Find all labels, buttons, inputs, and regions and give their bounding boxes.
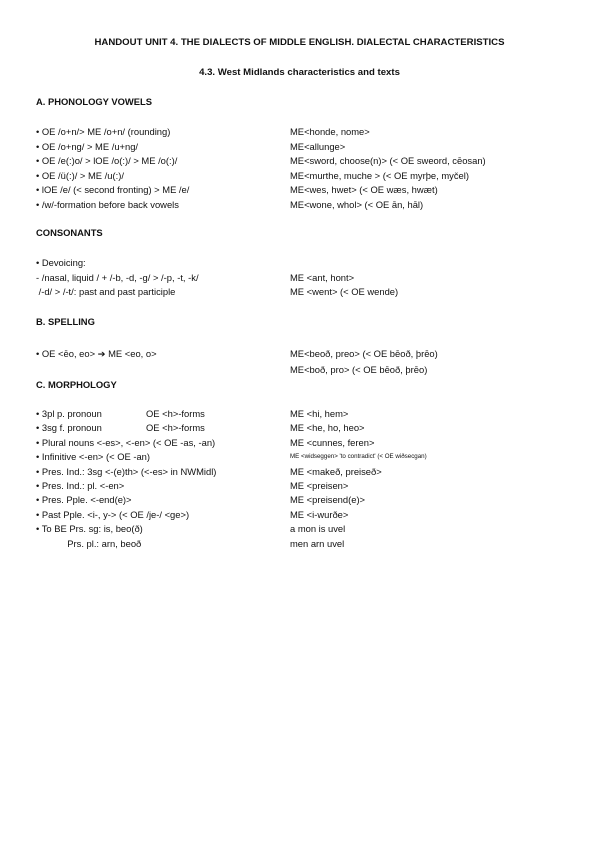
phonology-row-feature: • OE /o+ng/ > ME /u+ng/ [36,140,139,152]
morphology-row-feature: • 3sg f. pronoun [36,422,102,434]
consonants-heading: CONSONANTS [36,227,103,238]
morphology-row [0,509,599,522]
consonants-row-example: ME <went> (< OE wende) [290,286,399,298]
consonants-row [0,286,599,299]
morphology-row-example: ME <makeð, preiseð> [290,465,382,477]
spelling-row-example: ME<beoð, preo> (< OE bēoð, þrēo) [290,348,438,359]
morphology-row-feature: • To BE Prs. sg: is, beo(ð) [36,523,143,535]
morphology-row [0,523,599,536]
phonology-row-feature: • OE /ü(:)/ > ME /u(:)/ [36,169,124,181]
consonants-row [0,272,599,285]
morphology-row-feature: Prs. pl.: arn, beoð [36,537,142,549]
consonants-row-feature: - /nasal, liquid / + /-b, -d, -g/ > /-p, -t, -k/ [36,271,199,283]
phonology-row-feature: • OE /o+n/> ME /o+n/ (rounding) [36,126,171,137]
morphology-row [0,451,599,464]
morphology-heading: C. MORPHOLOGY [36,379,117,390]
phonology-row-feature: • lOE /e/ (< second fronting) > ME /e/ [36,184,190,196]
phonology-row [0,184,599,197]
morphology-row-form: OE <h>-forms [146,422,205,434]
morphology-row-example: men arn uvel [290,537,345,549]
morphology-row-example: ME <hi, hem> [290,408,349,419]
morphology-row-feature: • 3pl p. pronoun [36,408,102,419]
phonology-row [0,155,599,168]
phonology-row-example: ME<murthe, muche > (< OE myrþe, myčel) [290,169,469,181]
morphology-row [0,494,599,507]
morphology-row-feature: • Past Pple. <i-, y-> (< OE /je-/ <ge>) [36,508,190,520]
spelling-row-example: ME<boð, pro> (< OE bēoð, þrēo) [290,364,428,375]
consonants-row-feature: • Devoicing: [36,257,86,268]
morphology-row-example: ME <he, ho, heo> [290,422,365,434]
morphology-row-example: ME <preisend(e)> [290,494,366,506]
morphology-row-example: ME <cunnes, feren> [290,436,375,448]
spelling-row [0,364,599,377]
consonants-row [0,257,599,270]
morphology-row [0,466,599,479]
phonology-row-feature: • /w/-formation before back vowels [36,199,179,210]
page-title: HANDOUT UNIT 4. THE DIALECTS OF MIDDLE ENGLISH. DIALECTAL CHARACTERISTICS [94,37,505,48]
spelling-heading: B. SPELLING [36,316,95,327]
phonology-row [0,199,599,212]
morphology-row-form: OE <h>-forms [146,408,205,419]
morphology-row [0,408,599,421]
phonology-row [0,141,599,154]
consonants-row-feature: /-d/ > /-t/: past and past participle [36,286,176,298]
phonology-row-feature: • OE /e(:)o/ > lOE /o(:)/ > ME /o(:)/ [36,155,178,167]
spelling-row [0,348,599,361]
morphology-row-feature: • Pres. Ind.: pl. <-en> [36,480,125,491]
phonology-row [0,126,599,139]
morphology-row-example: ME <widseggen> 'to contradict' (< OE wiðsecgan) [290,453,427,461]
morphology-row-feature: • Plural nouns <-es>, <-en> (< OE -as, -an) [36,436,216,448]
phonology-row-example: ME<sword, choose(n)> (< OE sweord, cēosan) [290,155,486,167]
morphology-row [0,437,599,450]
morphology-row-feature: • Infinitive <-en> (< OE -an) [36,451,151,463]
consonants-row-example: ME <ant, hont> [290,271,355,283]
phonology-row-example: ME<wone, whol> (< OE ān, hāl) [290,199,424,210]
phonology-row [0,170,599,183]
morphology-row [0,538,599,551]
phonology-row-example: ME<allunge> [290,140,346,152]
morphology-row [0,480,599,493]
section-subtitle: 4.3. West Midlands characteristics and texts [199,67,400,78]
morphology-row-feature: • Pres. Ind.: 3sg <-(e)th> (<-es> in NWMidl) [36,465,217,477]
morphology-row [0,422,599,435]
phonology-row-example: ME<honde, nome> [290,126,370,137]
morphology-row-feature: • Pres. Pple. <-end(e)> [36,494,132,506]
phonology-row-example: ME<wes, hwet> (< OE wæs, hwæt) [290,184,438,196]
morphology-row-example: ME <i-wurðe> [290,508,349,520]
morphology-row-example: a mon is uvel [290,523,346,535]
spelling-row-feature: • OE <ēo, eo> ➔ ME <eo, o> [36,348,157,359]
phonology-heading: A. PHONOLOGY VOWELS [36,96,152,107]
morphology-row-example: ME <preisen> [290,480,349,491]
